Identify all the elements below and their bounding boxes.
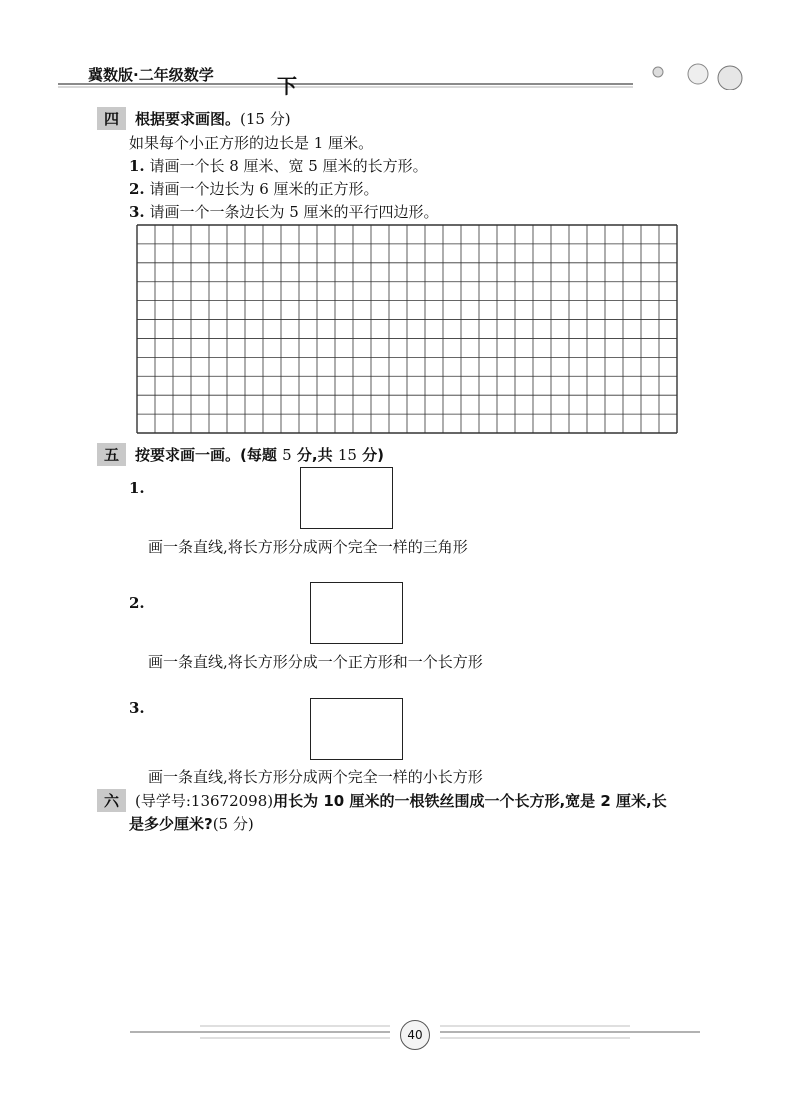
- page-number: 40: [400, 1020, 430, 1050]
- section6-question-2: 是多少厘米?: [129, 815, 213, 833]
- section5-rectangle-1[interactable]: [300, 467, 393, 529]
- section4-item-2: 2. 请画一个边长为 6 厘米的正方形。: [129, 180, 379, 198]
- header-series: 冀数版: [88, 66, 134, 84]
- section5-rectangle-3[interactable]: [310, 698, 403, 760]
- section5-item-1-number: 1.: [129, 479, 145, 497]
- section5-item-3-number: 3.: [129, 699, 145, 717]
- section5-title: 按要求画一画。: [135, 446, 241, 464]
- section4-points: (15 分): [240, 110, 291, 128]
- section5-number: 五: [97, 443, 126, 466]
- section5-caption-2: 画一条直线,将长方形分成一个正方形和一个长方形: [148, 653, 483, 671]
- header-dot: ·: [133, 66, 139, 84]
- section4-heading: [97, 107, 291, 130]
- section6-points: (5 分): [212, 815, 254, 833]
- section5-heading: [97, 443, 384, 466]
- section6-question-1: 用长为 10 厘米的一根铁丝围成一个长方形,宽是 2 厘米,长: [273, 792, 667, 810]
- section5-rectangle-2[interactable]: [310, 582, 403, 644]
- section5-caption-3: 画一条直线,将长方形分成两个完全一样的小长方形: [148, 768, 483, 786]
- section4-title: 根据要求画图。: [135, 110, 241, 128]
- header-title: [88, 64, 214, 85]
- section6-line-1: [97, 789, 667, 812]
- section5-caption-1: 画一条直线,将长方形分成两个完全一样的三角形: [148, 538, 468, 556]
- section5-item-2-number: 2.: [129, 594, 145, 612]
- section4-item-3: 3. 请画一个一条边长为 5 厘米的平行四边形。: [129, 203, 439, 221]
- section4-intro: 如果每个小正方形的边长是 1 厘米。: [129, 134, 374, 152]
- section6-ref: (导学号:13672098): [135, 792, 274, 810]
- header-volume: 下: [277, 74, 297, 98]
- section6-number: 六: [97, 789, 126, 812]
- header-grade: 二年级数学: [138, 66, 214, 84]
- section6-line-2: [129, 813, 254, 834]
- section4-number: 四: [97, 107, 126, 130]
- section5-points: (每题 5 分,共 15 分): [240, 446, 384, 464]
- drawing-grid[interactable]: [136, 224, 678, 434]
- section4-item-1: 1. 请画一个长 8 厘米、宽 5 厘米的长方形。: [129, 157, 428, 175]
